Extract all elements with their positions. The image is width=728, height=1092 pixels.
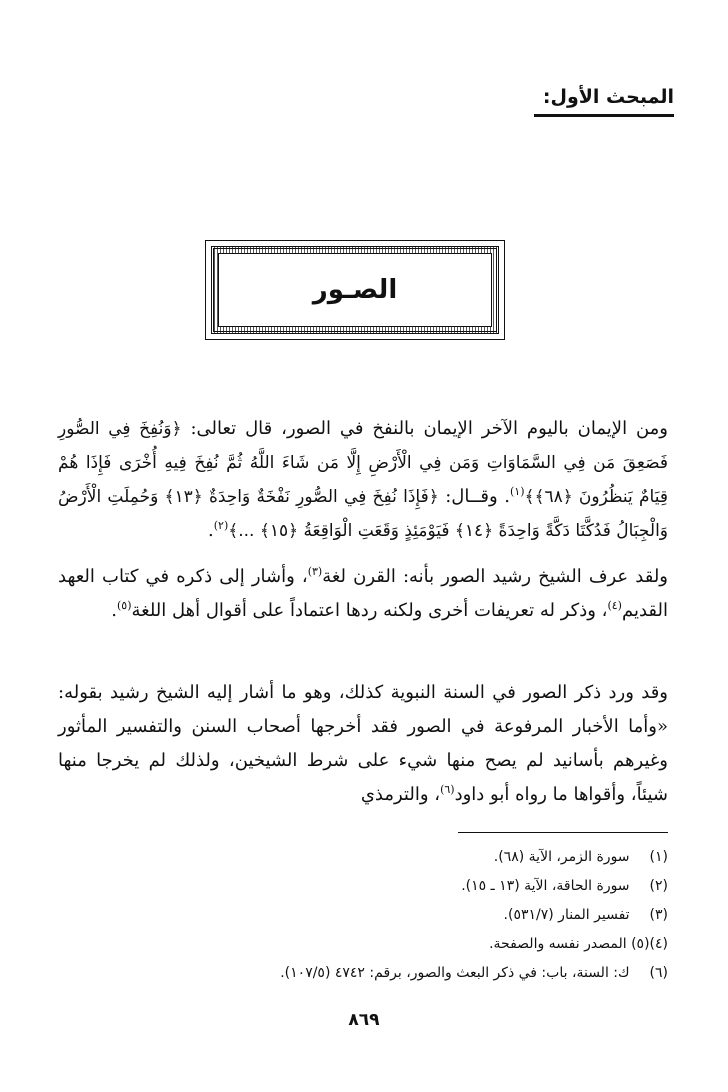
paragraph-text: ، وأشار إلى ذكره في كتاب العهد القديم [58, 566, 668, 621]
quran-verse: ﴿فَإِذَا نُفِخَ فِي الصُّورِ نَفْخَةٌ وَاحِدَةٌ ﴿١٣﴾ وَحُمِلَتِ الْأَرْضُ وَالْجِبَالُ فَدُكَّتَا دَكَّةً وَاحِدَةً ﴿١٤﴾ فَيَوْمَئِذٍ وَقَعَتِ الْوَاقِعَةُ ﴿١٥﴾ ...﴾ [58, 487, 668, 541]
paragraph-text: ، وذكر له تعريفات أخرى ولكنه ردها اعتماداً على أقوال أهل اللغة [131, 600, 608, 621]
paragraph-text: . [208, 520, 214, 541]
page-number: ٨٦٩ [348, 1010, 380, 1030]
footnotes-list [58, 843, 668, 988]
footnote-number: (٢) [649, 878, 668, 894]
footnote-text: المصدر نفسه والصفحة. [489, 936, 627, 952]
footnote-text: سورة الحاقة، الآية (١٣ ـ ١٥). [461, 878, 630, 894]
footnote-item [58, 959, 668, 988]
paragraph-text: . وقــال: [438, 486, 510, 507]
footnote-item [58, 930, 668, 959]
paragraph-definition [58, 560, 668, 628]
paragraph-text: ومن الإيمان باليوم الآخر الإيمان بالنفخ في الصور، قال تعالى: [181, 418, 668, 439]
paragraph-text: ، والترمذي [360, 784, 441, 805]
paragraph-sunnah [58, 676, 668, 812]
chapter-title: الصـور [218, 253, 492, 327]
title-ornament-border [211, 246, 499, 334]
footnote-ref: (٦) [440, 783, 455, 796]
footnote-ref: (١) [510, 485, 525, 498]
paragraph-text: وقد ورد ذكر الصور في السنة النبوية كذلك، وهو ما أشار إليه الشيخ رشيد بقوله: «وأما الأخبار المرفوعة في الصور فقد أخرجها أصحاب السنن والتفسير المأثور وغيرهم بأسانيد لم يصح منها شيء على شرط الشيخين، ولذلك لم يخرجا منها شيئاً، وأقواها ما رواه أبو داود [58, 682, 668, 805]
quran-verse: ﴿وَنُفِخَ فِي الصُّورِ فَصَعِقَ مَن فِي السَّمَاوَاتِ وَمَن فِي الْأَرْضِ إِلَّا مَن شَاءَ اللَّهُ ثُمَّ نُفِخَ فِيهِ أُخْرَى فَإِذَا هُمْ قِيَامٌ يَنظُرُونَ ﴿٦٨﴾﴾ [58, 419, 668, 507]
footnote-text: ك: السنة، باب: في ذكر البعث والصور، برقم: ٤٧٤٢ (١٠٧/٥). [280, 965, 630, 981]
footnote-item [58, 901, 668, 930]
footnote-ref: (٥) [116, 599, 132, 612]
paragraph-text: ولقد عرف الشيخ رشيد الصور بأنه: القرن لغة [322, 566, 668, 587]
footnote-ref: (٣) [307, 565, 323, 578]
paragraph-quran-verses [58, 412, 668, 548]
footnote-number: (١) [649, 849, 668, 865]
footnote-number: (٣) [649, 907, 668, 923]
footnote-ref: (٢) [213, 519, 229, 532]
footnote-item [58, 872, 668, 901]
footnote-ref: (٤) [607, 599, 622, 612]
footnote-text: تفسير المنار (٥٣١/٧). [503, 907, 630, 923]
paragraph-text: . [111, 600, 117, 621]
footnote-number: (٦) [649, 965, 668, 981]
footnote-item [58, 843, 668, 872]
section-heading: المبحث الأول: [534, 82, 674, 117]
footnote-number: (٤)(٥) [631, 936, 668, 952]
chapter-title-frame [205, 240, 505, 340]
footnote-divider [458, 832, 668, 833]
footnote-text: سورة الزمر، الآية (٦٨). [493, 849, 630, 865]
